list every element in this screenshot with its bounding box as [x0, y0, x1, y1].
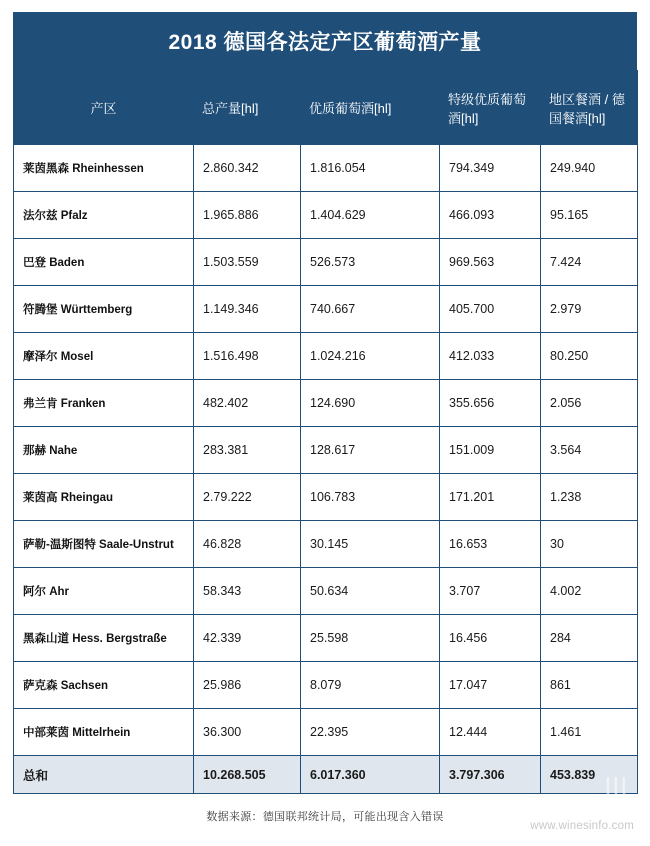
cell-total: 1.503.559 [194, 239, 301, 286]
cell-premium: 3.707 [440, 568, 541, 615]
cell-quality: 50.634 [301, 568, 440, 615]
cell-quality: 740.667 [301, 286, 440, 333]
cell-quality: 1.404.629 [301, 192, 440, 239]
cell-table-wine: 3.564 [541, 427, 638, 474]
column-header-premium: 特级优质葡萄酒[hl] [440, 71, 541, 145]
cell-premium: 405.700 [440, 286, 541, 333]
cell-premium-sum: 3.797.306 [440, 756, 541, 794]
cell-quality: 1.816.054 [301, 145, 440, 192]
table-row [14, 333, 638, 380]
cell-total: 482.402 [194, 380, 301, 427]
cell-table-wine: 861 [541, 662, 638, 709]
cell-total: 46.828 [194, 521, 301, 568]
cell-premium: 794.349 [440, 145, 541, 192]
cell-total: 2.79.222 [194, 474, 301, 521]
cell-total: 1.149.346 [194, 286, 301, 333]
table-header-row [14, 71, 638, 145]
cell-premium: 969.563 [440, 239, 541, 286]
table-row [14, 145, 638, 192]
cell-premium: 151.009 [440, 427, 541, 474]
table-row [14, 568, 638, 615]
cell-region: 弗兰肯 Franken [14, 380, 194, 427]
cell-region: 摩泽尔 Mosel [14, 333, 194, 380]
table-row [14, 615, 638, 662]
column-header-table-wine: 地区餐酒 / 德国餐酒[hl] [541, 71, 638, 145]
column-header-quality: 优质葡萄酒[hl] [301, 71, 440, 145]
page-title: 2018 德国各法定产区葡萄酒产量 [13, 12, 637, 70]
cell-region: 那赫 Nahe [14, 427, 194, 474]
cell-premium: 355.656 [440, 380, 541, 427]
cell-quality: 128.617 [301, 427, 440, 474]
cell-region: 中部莱茵 Mittelrhein [14, 709, 194, 756]
cell-quality: 22.395 [301, 709, 440, 756]
cell-quality-sum: 6.017.360 [301, 756, 440, 794]
cell-premium: 466.093 [440, 192, 541, 239]
cell-premium: 16.653 [440, 521, 541, 568]
cell-premium: 412.033 [440, 333, 541, 380]
table-row [14, 474, 638, 521]
cell-table-wine: 7.424 [541, 239, 638, 286]
cell-total: 25.986 [194, 662, 301, 709]
column-header-region: 产区 [14, 71, 194, 145]
wine-production-table [13, 70, 638, 794]
cell-premium: 16.456 [440, 615, 541, 662]
table-header [14, 71, 638, 145]
cell-total-label: 总和 [14, 756, 194, 794]
cell-region: 萨勒-温斯图特 Saale-Unstrut [14, 521, 194, 568]
cell-region: 符腾堡 Württemberg [14, 286, 194, 333]
source-note: 数据来源：德国联邦统计局，可能出现含入错误 [206, 811, 444, 823]
table-row [14, 662, 638, 709]
cell-table-wine: 284 [541, 615, 638, 662]
cell-total: 1.965.886 [194, 192, 301, 239]
table-row [14, 380, 638, 427]
table-row [14, 239, 638, 286]
table-row [14, 427, 638, 474]
cell-region: 莱茵高 Rheingau [14, 474, 194, 521]
cell-table-wine-sum: 453.839 [541, 756, 638, 794]
cell-quality: 8.079 [301, 662, 440, 709]
cell-quality: 124.690 [301, 380, 440, 427]
cell-table-wine: 95.165 [541, 192, 638, 239]
cell-quality: 1.024.216 [301, 333, 440, 380]
cell-premium: 171.201 [440, 474, 541, 521]
cell-total-sum: 10.268.505 [194, 756, 301, 794]
cell-region: 法尔兹 Pfalz [14, 192, 194, 239]
cell-total: 58.343 [194, 568, 301, 615]
cell-quality: 30.145 [301, 521, 440, 568]
cell-table-wine: 2.979 [541, 286, 638, 333]
cell-total: 42.339 [194, 615, 301, 662]
cell-quality: 526.573 [301, 239, 440, 286]
cell-table-wine: 2.056 [541, 380, 638, 427]
table-row [14, 709, 638, 756]
cell-table-wine: 1.238 [541, 474, 638, 521]
cell-quality: 106.783 [301, 474, 440, 521]
watermark-glyph: ﺎﺎﺎ [604, 773, 628, 804]
cell-premium: 17.047 [440, 662, 541, 709]
cell-total: 283.381 [194, 427, 301, 474]
cell-total: 2.860.342 [194, 145, 301, 192]
cell-region: 黑森山道 Hess. Bergstraße [14, 615, 194, 662]
cell-table-wine: 30 [541, 521, 638, 568]
table-row [14, 192, 638, 239]
cell-region: 阿尔 Ahr [14, 568, 194, 615]
cell-total: 1.516.498 [194, 333, 301, 380]
column-header-total: 总产量[hl] [194, 71, 301, 145]
cell-table-wine: 80.250 [541, 333, 638, 380]
table-row [14, 521, 638, 568]
table-row [14, 286, 638, 333]
cell-quality: 25.598 [301, 615, 440, 662]
cell-table-wine: 4.002 [541, 568, 638, 615]
cell-region: 萨克森 Sachsen [14, 662, 194, 709]
cell-premium: 12.444 [440, 709, 541, 756]
cell-total: 36.300 [194, 709, 301, 756]
table-total-row [14, 756, 638, 794]
cell-table-wine: 1.461 [541, 709, 638, 756]
table-body [14, 145, 638, 794]
cell-region: 莱茵黑森 Rheinhessen [14, 145, 194, 192]
watermark-site: www.winesinfo.com [530, 820, 634, 832]
cell-table-wine: 249.940 [541, 145, 638, 192]
cell-region: 巴登 Baden [14, 239, 194, 286]
